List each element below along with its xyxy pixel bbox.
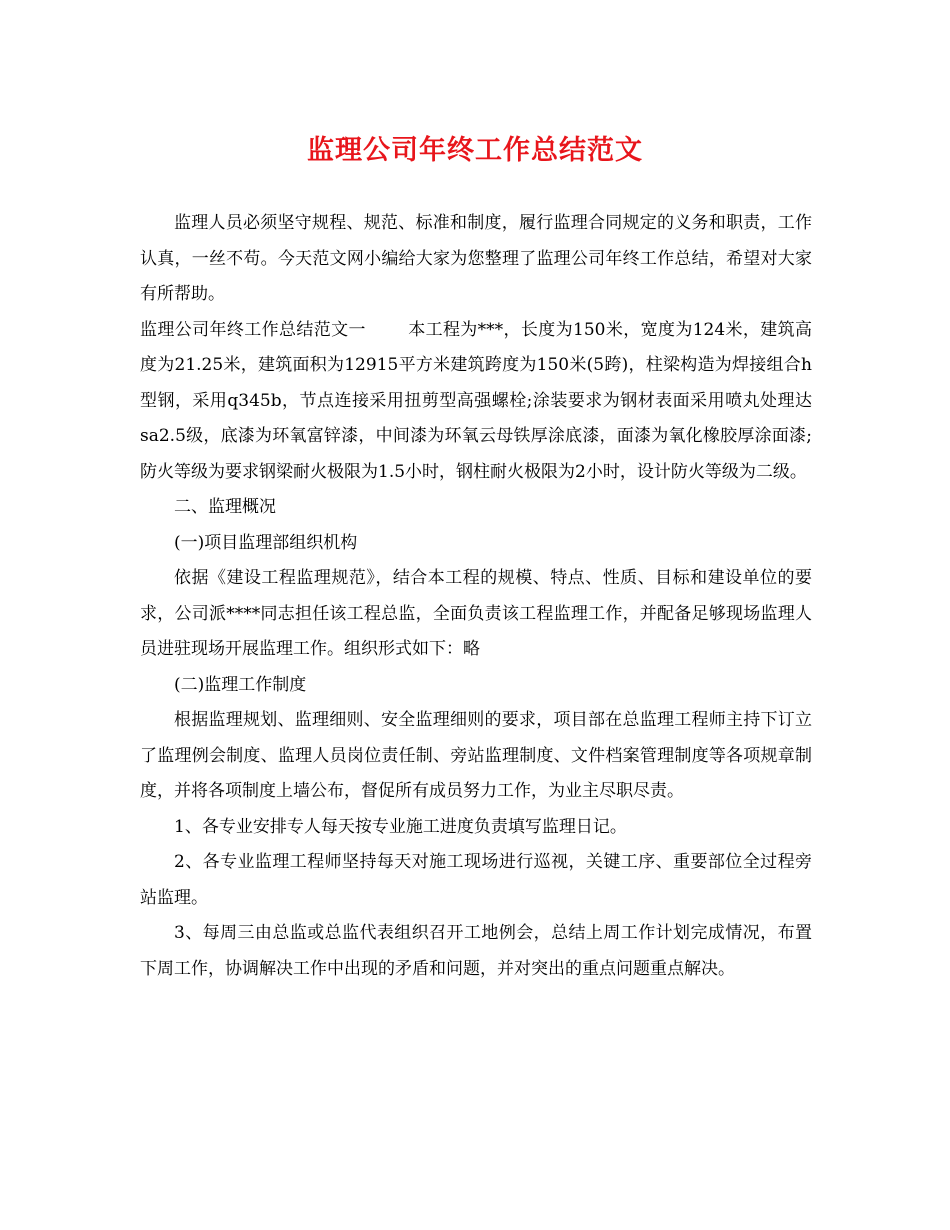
- section-heading: 监理公司年终工作总结范文一: [140, 319, 366, 340]
- list-item: 1、各专业安排专人每天按专业施工进度负责填写监理日记。: [174, 816, 627, 837]
- section-paragraph: [140, 313, 812, 491]
- subheading-organization: (一)项目监理部组织机构: [174, 532, 358, 553]
- project-overview: 本工程为***，长度为150米，宽度为124米，建筑高度为21.25米，建筑面积为12915平方米建筑跨度为150米(5跨)，柱梁构造为焊接组合h型钢，采用q345b，节点连接采用扭剪型高强螺栓;涂装要求为钢材表面采用喷丸处理达sa2.5级，底漆为环氧富锌漆，中间漆为环氧云母铁厚涂底漆，面漆为氧化橡胶厚涂面漆;防火等级为要求钢梁耐火极限为1.5小时，钢柱耐火极限为2小时，设计防火等级为二级。: [140, 319, 813, 482]
- document-body: [140, 206, 812, 987]
- intro-paragraph: 监理人员必须坚守规程、规范、标准和制度，履行监理合同规定的义务和职责，工作认真，一丝不苟。今天范文网小编给大家为您整理了监理公司年终工作总结，希望对大家有所帮助。: [140, 213, 812, 304]
- subheading-work-system: (二)监理工作制度: [174, 674, 307, 695]
- list-item: 2、各专业监理工程师坚持每天对施工现场进行巡视，关键工序、重要部位全过程旁站监理。: [140, 852, 812, 908]
- list-item: 3、每周三由总监或总监代表组织召开工地例会，总结上周工作计划完成情况，布置下周工作，协调解决工作中出现的矛盾和问题，并对突出的重点问题重点解决。: [140, 923, 812, 979]
- work-system-paragraph: 根据监理规划、监理细则、安全监理细则的要求，项目部在总监理工程师主持下订立了监理例会制度、监理人员岗位责任制、旁站监理制度、文件档案管理制度等各项规章制度，并将各项制度上墙公布，督促所有成员努力工作，为业主尽职尽责。: [140, 710, 812, 801]
- organization-paragraph: 依据《建设工程监理规范》，结合本工程的规模、特点、性质、目标和建设单位的要求，公司派****同志担任该工程总监，全面负责该工程监理工作，并配备足够现场监理人员进驻现场开展监理工作。组织形式如下：略: [140, 568, 812, 659]
- document-title: 监理公司年终工作总结范文: [307, 135, 643, 166]
- heading-supervision-overview: 二、监理概况: [174, 497, 276, 517]
